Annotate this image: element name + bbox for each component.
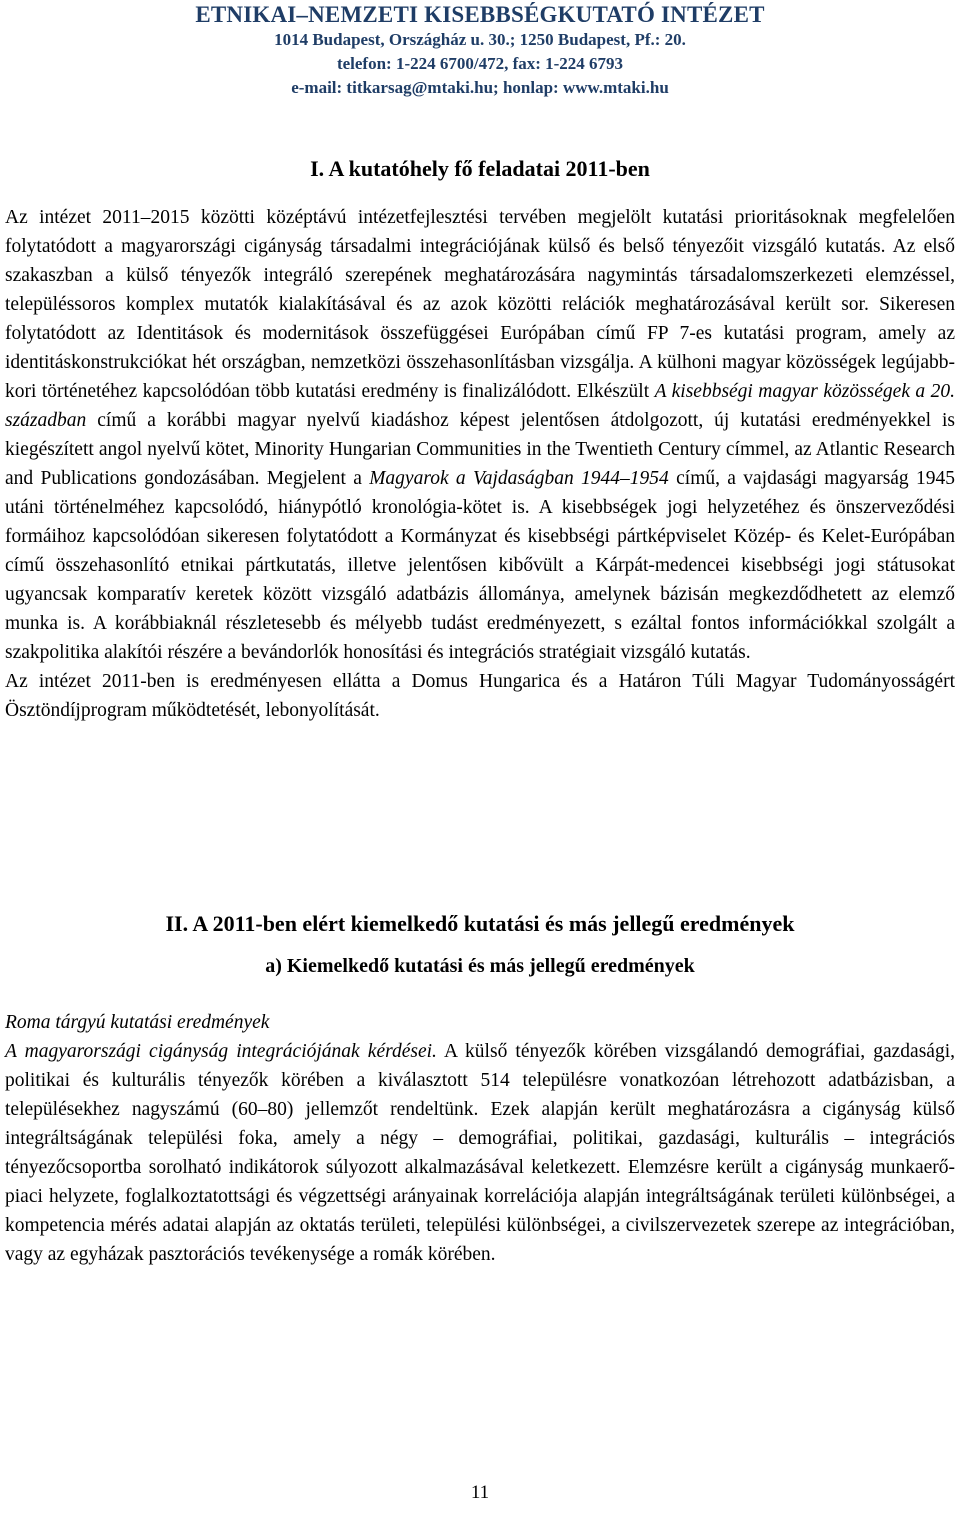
section-2-title: II. A 2011-ben elért kiemelkedő kutatási és más jellegű eredmények (165, 911, 795, 936)
paragraph-2: Az intézet 2011-ben is eredményesen ellátta a Domus Hungarica és a Határon Túli Magyar Tudományosságért Ösztöndíjprogram működtetését, lebonyolítását. (5, 671, 955, 721)
section-1-title: I. A kutatóhely fő feladatai 2011-ben (310, 156, 650, 181)
paragraph-3: A magyarországi cigányság integrációjának kérdései. A külső tényezők körében vizsgálandó demográfiai, gazdasági, politikai és kulturális tényezők körében a kiválasztott 514 településre vonatkozóan létrehozott adatbázisban, a településekhez nagyszámú (60–80) jellemzőt rendeltünk. Ezek alapján került meghatározásra a cigányság külső integráltságának települési foka, amely a négy – demográfiai, politikai, gazdasági, kulturális – integrációs tényezőcsoportba sorolható indikátorok súlyozott alkalmazásával keletkezett. Elemzésre került a cigányság munkaerő-piaci helyzete, foglalkoztatottsági és végzettségi arányainak korrelációja alapján integráltságának területi különbségei, a kompetencia mérés adatai alapján az oktatás területi, települési különbségei, a civilszervezetek szerepe az integrációban, vagy az egyházak pasztorációs tevékenysége a romák körében. (5, 1041, 955, 1265)
section-2-body (5, 1008, 955, 1269)
section-2-subtitle: a) Kiemelkedő kutatási és más jellegű eredmények (265, 955, 695, 977)
book-title-italic-2: Magyarok a Vajdaságban 1944–1954 (369, 468, 669, 489)
institute-name: ETNIKAI–NEMZETI KISEBBSÉGKUTATÓ INTÉZET (195, 2, 765, 27)
letterhead (0, 2, 960, 100)
institute-email: e-mail: titkarsag@mtaki.hu; honlap: www.mtaki.hu (291, 78, 669, 97)
page-number: 11 (470, 1482, 490, 1503)
institute-address: 1014 Budapest, Országház u. 30.; 1250 Budapest, Pf.: 20. (274, 30, 686, 49)
book-title-italic: A kisebbségi magyar közösségek a 20. században (5, 381, 956, 431)
institute-phone: telefon: 1-224 6700/472, fax: 1-224 6793 (336, 54, 624, 73)
paragraph-1: Az intézet 2011–2015 közötti középtávú intézetfejlesztési tervében megjelölt kutatási prioritásoknak megfelelően folytatódott a magyarországi cigányság társadalmi integrációjának külső és belső tényezőit vizsgáló kutatás. Az első szakaszban a külső tényezők integráló szerepének meghatározására nagymintás társadalomszerkezeti elemzéssel, településsoros komplex mutatók kialakításával és az azok közötti relációk meghatározásával került sor. Sikeresen folytatódott az Identitások és modernitások összefüggései Európában című FP 7-es kutatási program, amely az identitáskonstrukciókat hét országban, nemzetközi összehasonlításban vizsgálja. A külhoni magyar közösségek legújabb-kori történetéhez kapcsolódóan több kutatási eredmény is finalizálódott. Elkészült A kisebbségi magyar közösségek a 20. században című a korábbi magyar nyelvű kiadáshoz képest jelentősen átdolgozott, új kutatási eredményekkel is kiegészített angol nyelvű kötet, Minority Hungarian Communities in the Twentieth Century címmel, az Atlantic Research and Publications gondozásában. Megjelent a Magyarok a Vajdaságban 1944–1954 című, a vajdasági magyarság 1945 utáni történelméhez kapcsolódó, hiánypótló kronológia-kötet is. A kisebbségek jogi helyzetéhez és önszerveződési formáihoz kapcsolódóan sikeresen folytatódott a Kormányzat és kisebbségi pártképviselet Közép- és Kelet-Európában című összehasonlító etnikai pártkutatás, illetve jelentősen kibővült a Kárpát-medencei kisebbségi jogi státusokat ugyancsak komparatív keretek között vizsgáló adatbázis állománya, amelynek bázisán megkezdődhetett az elemző munka is. A korábbiaknál részletesebb és mélyebb tudást eredményezett, s ezáltal fontos információkkal szolgált a szakpolitika alakítói részére a bevándorlók honosítási és integrációs stratégiait vizsgáló kutatás. (5, 207, 956, 663)
paragraph-3-lead: A magyarországi cigányság integrációjának kérdései. (5, 1041, 437, 1062)
section-1-body (5, 203, 955, 725)
roma-heading: Roma tárgyú kutatási eredmények (5, 1012, 270, 1033)
